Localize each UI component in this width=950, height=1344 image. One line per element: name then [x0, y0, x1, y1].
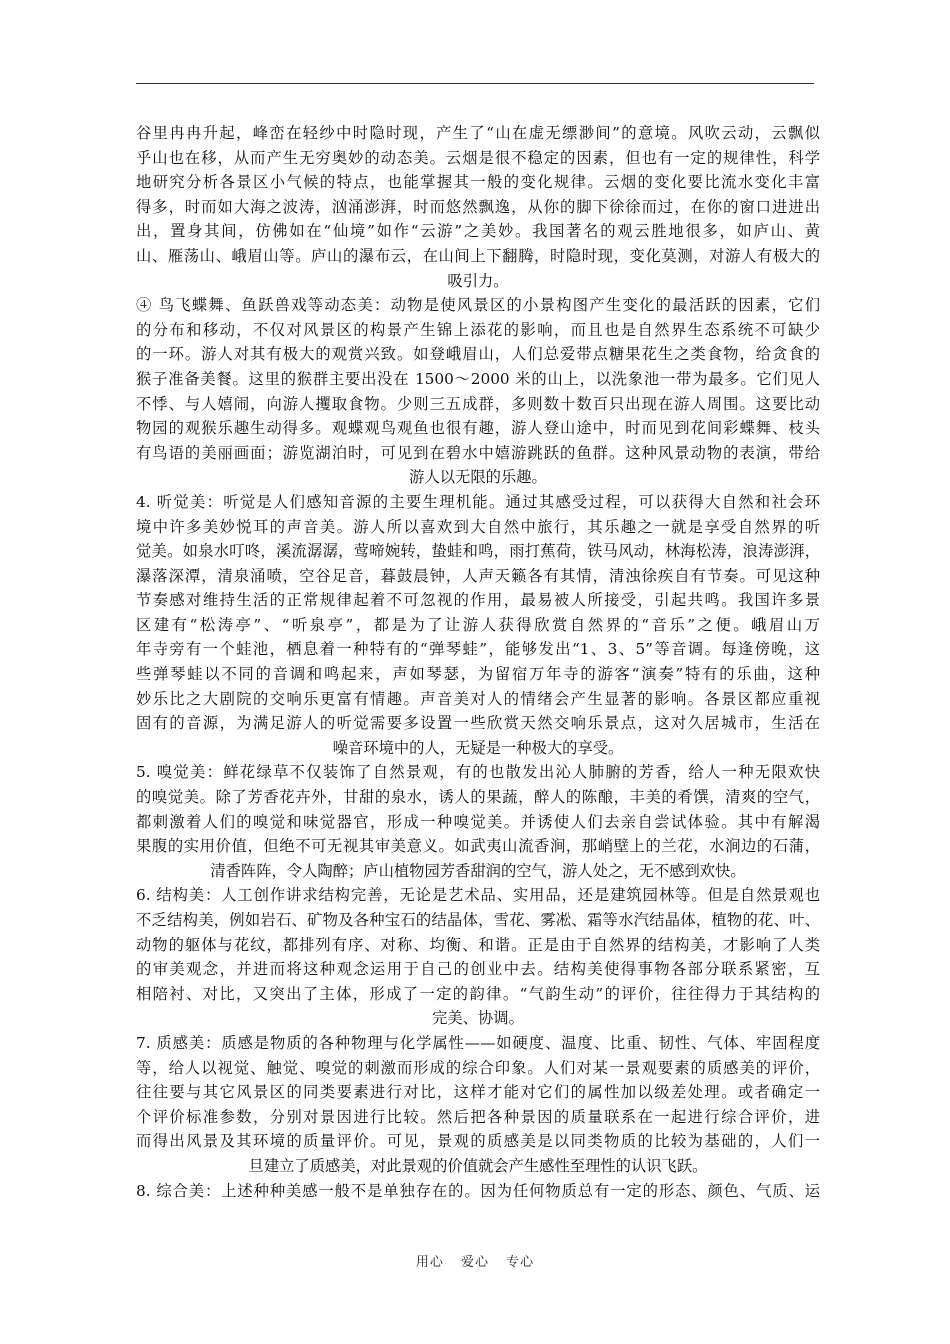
text-line: 谷里冉冉升起，峰峦在轻纱中时隐时现，产生了“山在虚无缥渺间”的意境。风吹云动，云飘似 [136, 124, 820, 142]
text-line: 乎山也在移，从而产生无穷奥妙的动态美。云烟是很不稳定的因素，但也有一定的规律性，科学 [136, 148, 820, 167]
text-line: 的一环。游人对其有极大的观赏兴致。如登峨眉山，人们总爱带点糖果花生之类食物，给贪食的 [136, 345, 820, 364]
text-line: 等，给人以视觉、触觉、嗅觉的刺激而形成的综合印象。人们对某一景观要素的质感美的评价， [136, 1058, 820, 1077]
text-line: 节奏感对维持生活的正常规律起着不可忽视的作用，最易被人所接受，引起共鸣。我国许多景 [136, 591, 820, 610]
text-line: 山、雁荡山、峨眉山等。庐山的瀑布云，在山间上下翻腾，时隐时现，变化莫测，对游人有极大的 [136, 246, 820, 265]
paragraph-birds-butterflies [136, 293, 820, 490]
text-line: 固有的音源，为满足游人的听觉需要多设置一些欣赏天然交响乐景点，这对久居城市，生活在 [136, 714, 820, 733]
paragraph-structure [136, 883, 820, 1031]
text-line: 区建有“松涛亭”、“听泉亭”，都是为了让游人获得欣赏自然界的“音乐”之便。峨眉山万 [136, 615, 820, 634]
paragraph-smell [136, 760, 820, 883]
text-line: 出，置身其间，仿佛如在“仙境”如作“云游”之美妙。我国著名的观云胜地很多，如庐山、黄 [136, 222, 820, 241]
text-line: 果腹的实用价值，但绝不可无视其审美意义。如武夷山流香涧，那峭壁上的兰花，水涧边的石蒲， [136, 837, 820, 856]
paragraph-comprehensive [136, 1179, 820, 1204]
text-line: 不悸、与人嬉闹，向游人攫取食物。少则三五成群，多则数十数百只出现在游人周围。这要比动 [136, 394, 820, 413]
text-line: 清香阵阵，令人陶醉；庐山植物园芳香甜润的空气，游人处之，无不感到欢快。 [210, 861, 746, 880]
text-line: 相陪衬、对比，又突出了主体，形成了一定的韵律。“气韵生动”的评价，往往得力于其结构的 [136, 984, 820, 1003]
paragraph-hearing [136, 490, 820, 761]
text-line: 境中许多美妙悦耳的声音美。游人所以喜欢到大自然中旅行，其乐趣之一就是享受自然界的听 [136, 517, 820, 536]
text-line: 地研究分析各景区小气候的特点，也能掌握其一般的变化规律。云烟的变化要比流水变化丰富 [136, 173, 820, 192]
document-body [136, 121, 820, 1203]
text-line: 的分布和移动，不仅对风景区的构景产生锦上添花的影响，而且也是自然界生态系统不可缺少 [136, 320, 820, 339]
text-line: 8. 综合美：上述种种美感一般不是单独存在的。因为任何物质总有一定的形态、颜色、气质、运 [136, 1181, 820, 1200]
text-line: 得多，时而如大海之波涛，汹涌澎湃，时而悠然飘逸，从你的脚下徐徐而过，在你的窗口进进出 [136, 197, 820, 216]
text-line: 些弹琴蛙以不同的音调和鸣起来，声如琴瑟，为留宿万年寺的游客“演奏”特有的乐曲，这种 [136, 665, 820, 684]
text-line: 完美、协调。 [432, 1009, 524, 1028]
paragraph-cloud-mist [136, 121, 820, 293]
text-line: 6. 结构美：人工创作讲求结构完善，无论是艺术品、实用品，还是建筑园林等。但是自然景观也 [136, 886, 820, 905]
footer-text-1: 用心 [415, 1255, 444, 1270]
text-line: 而得出风景及其环境的质量评价。可见，景观的质感美是以同类物质的比较为基础的，人们一 [136, 1132, 820, 1151]
text-line: 旦建立了质感美，对此景观的价值就会产生感性至理性的认识飞跃。 [248, 1156, 708, 1175]
text-line: 觉美。如泉水叮咚，溪流潺潺，莺啼婉转，蛰蛙和鸣，雨打蕉荷，铁马风动，林海松涛，浪涛澎湃， [136, 542, 820, 561]
text-line: 噪音环境中的人，无疑是一种极大的享受。 [332, 738, 624, 757]
text-line: ④ 鸟飞蝶舞、鱼跃兽戏等动态美：动物是使风景区的小景构图产生变化的最活跃的因素，它们 [136, 296, 820, 315]
header-rule [136, 83, 814, 84]
text-line: 的审美观念，并进而将这种观念运用于自己的创业中去。结构美使得事物各部分联系紧密，互 [136, 960, 820, 979]
text-line: 不乏结构美，例如岩石、矿物及各种宝石的结晶体，雪花、雾凇、霜等水汽结晶体，植物的花、叶、 [136, 911, 820, 929]
text-line: 有鸟语的美丽画面；游览湖泊时，可见到在碧水中嬉游跳跃的鱼群。这种风景动物的表演，带给 [136, 443, 820, 462]
text-line: 猴子准备美餐。这里的猴群主要出没在 1500～2000 米的山上，以洗象池一带为最多。它们见人 [136, 369, 820, 388]
text-line: 年寺旁有一个蛙池，栖息着一种特有的“弹琴蛙”，能够发出“1、3、5”等音调。每逢傍晚，这 [136, 640, 820, 659]
text-line: 5. 嗅觉美：鲜花绿草不仅装饰了自然景观，有的也散发出沁人肺腑的芳香，给人一种无限欢快 [136, 763, 820, 782]
text-line: 个评价标准参数，分别对景因进行比较。然后把各种景因的质量联系在一起进行综合评价，进 [136, 1107, 820, 1126]
text-line: 都刺激着人们的嗅觉和味觉器官，形成一种嗅觉美。并诱使人们去亲自尝试体验。其中有解渴 [136, 812, 820, 831]
text-line: 往往要与其它风景区的同类要素进行对比，这样才能对它们的属性加以级差处理。或者确定一 [136, 1083, 820, 1102]
text-line: 游人以无限的乐趣。 [409, 468, 547, 487]
text-line: 4. 听觉美：听觉是人们感知音源的主要生理机能。通过其感受过程，可以获得大自然和社会环 [136, 492, 820, 511]
text-line: 的嗅觉美。除了芳香花卉外，甘甜的泉水，诱人的果蔬，醉人的陈酿，丰美的肴馔，清爽的空气， [136, 788, 820, 807]
text-line: 妙乐比之大剧院的交响乐更富有情趣。声音美对人的情绪会产生显著的影响。各景区都应重视 [136, 689, 820, 708]
paragraph-texture [136, 1031, 820, 1179]
text-line: 7. 质感美：质感是物质的各种物理与化学属性——如硬度、温度、比重、韧性、气体、牢固程度 [136, 1033, 820, 1052]
footer-text-3: 专心 [506, 1255, 535, 1270]
text-line: 动物的躯体与花纹，都排列有序、对称、均衡、和谐。正是由于自然界的结构美，才影响了人类 [136, 935, 820, 954]
page-footer [0, 1251, 950, 1270]
text-line: 吸引力。 [447, 271, 509, 290]
text-line: 瀑落深潭，清泉涌喷，空谷足音，暮鼓晨钟，人声天籁各有其情，清浊徐疾自有节奏。可见这种 [136, 566, 820, 585]
text-line: 物园的观猴乐趣生动得多。观蝶观鸟观鱼也很有趣，游人登山途中，时而见到花间彩蝶舞、枝头 [136, 419, 820, 438]
footer-text-2: 爱心 [460, 1255, 489, 1270]
